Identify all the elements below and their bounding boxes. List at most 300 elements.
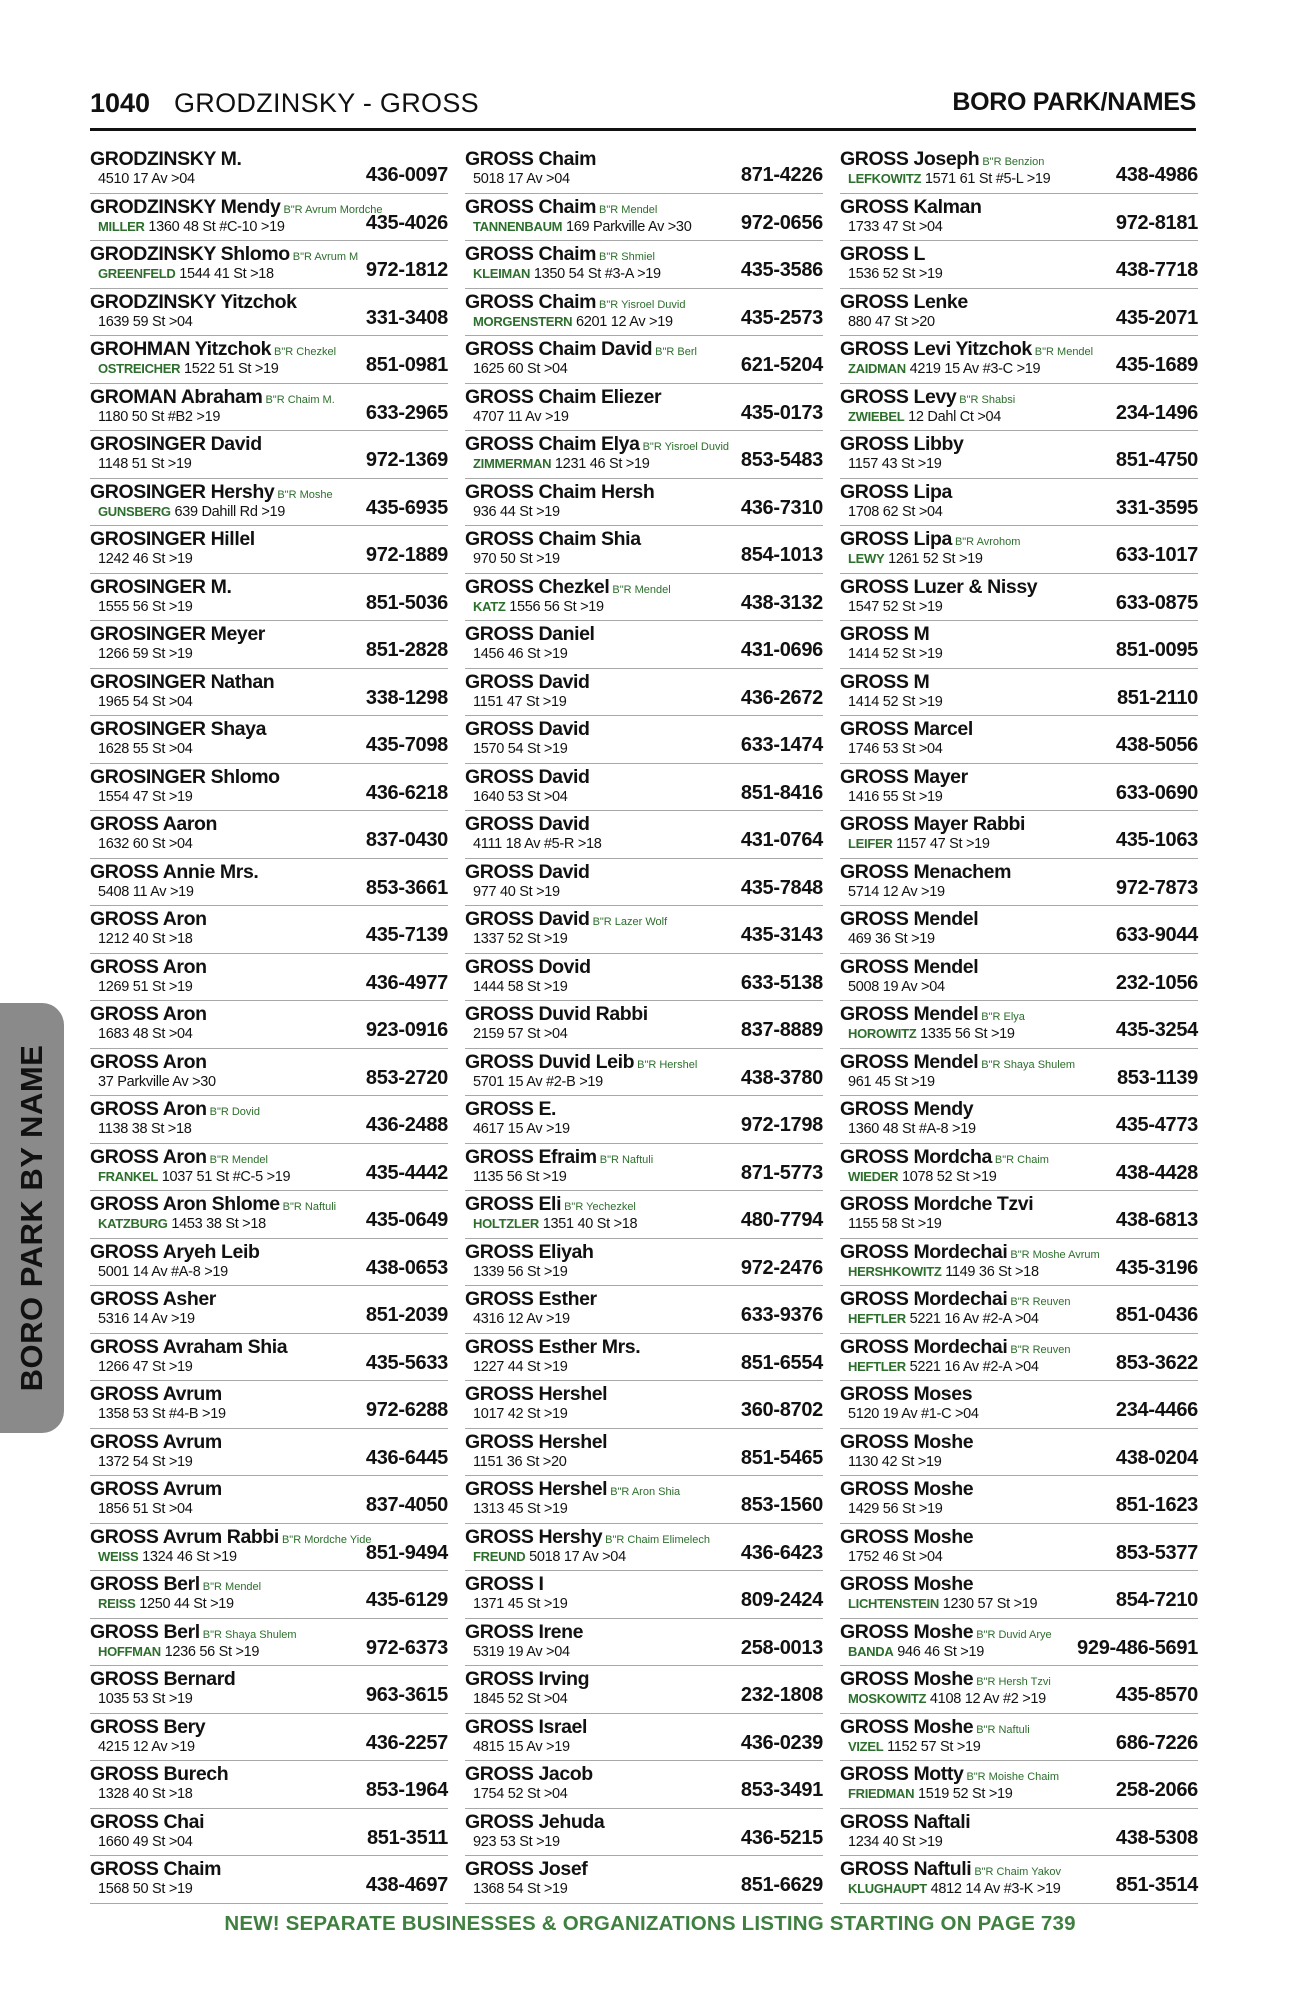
listing-name: GRODZINSKY M. <box>90 148 242 170</box>
listing-name-line <box>90 1763 228 1786</box>
listing-maiden-name: KLUGHAUPT <box>848 1881 927 1896</box>
listing-name-line <box>90 671 274 694</box>
listing-name: GROSS Chaim <box>465 195 597 218</box>
listing-entry <box>840 194 1198 242</box>
listing-phone: 436-5215 <box>740 1826 823 1849</box>
listing-address-line <box>848 1881 1061 1897</box>
listing-entry <box>465 1714 823 1762</box>
listing-address: 970 50 St >19 <box>473 551 560 567</box>
listing-name: GROSS Hershy <box>465 1525 603 1548</box>
listing-phone: 435-1689 <box>1115 354 1198 376</box>
listing-entry <box>840 1191 1198 1239</box>
listing-address: 1568 50 St >19 <box>98 1881 193 1897</box>
listing-name: GROSS Duvid Leib <box>465 1050 635 1073</box>
listing-maiden-name: WIEDER <box>848 1168 899 1184</box>
listing-name: GROSS Asher <box>90 1288 216 1310</box>
listing-address: 880 47 St >20 <box>848 313 935 330</box>
listing-phone: 258-0013 <box>740 1636 823 1659</box>
listing-name: GROSS Irene <box>465 1620 584 1643</box>
listing-father-name: B"R Avrohom <box>954 536 1021 548</box>
listing-father-name: B"R Shmiel <box>599 251 655 263</box>
listing-name: GROSS Avrum Rabbi <box>90 1525 279 1548</box>
listing-address: 1212 40 St >18 <box>98 931 193 947</box>
listing-entry <box>465 1809 823 1857</box>
listing-entry <box>90 526 448 574</box>
side-tab <box>0 1003 64 1433</box>
listing-name-line <box>90 1573 261 1596</box>
listing-name: GROSS Esther Mrs. <box>465 1335 641 1358</box>
listing-address: 5221 16 Av #2-A >04 <box>909 1311 1039 1327</box>
listing-entry <box>90 336 448 384</box>
listing-address-line <box>848 361 1040 377</box>
listing-address: 1037 51 St #C-5 >19 <box>161 1168 291 1185</box>
listing-maiden-name: KATZBURG <box>98 1216 168 1231</box>
listing-name-line <box>465 956 591 979</box>
listing-name: GROHMAN Yitzchok <box>90 338 272 360</box>
listing-address-line <box>848 266 943 282</box>
listing-name-line <box>840 148 1044 171</box>
listing-entry <box>90 954 448 1002</box>
listing-maiden-name: MOSKOWITZ <box>848 1691 927 1706</box>
listing-address: 1639 59 St >04 <box>98 313 193 330</box>
listing-phone: 435-3586 <box>740 259 823 281</box>
listing-address: 5120 19 Av #1-C >04 <box>848 1406 979 1422</box>
listing-name: GROSS Mendel <box>840 908 979 930</box>
listing-address-line <box>473 979 568 995</box>
listing-maiden-name: HOLTZLER <box>473 1216 539 1231</box>
listing-father-name: B"R Mendel <box>612 583 671 596</box>
listing-address-line <box>473 1786 568 1802</box>
listing-entry <box>465 384 823 432</box>
listing-name: GROSS Lipa <box>840 528 952 550</box>
listing-phone: 431-0696 <box>740 639 823 661</box>
listing-phone: 435-4026 <box>365 211 448 234</box>
listing-address-line <box>848 741 943 757</box>
listing-name-line <box>90 1716 205 1739</box>
listing-entry <box>465 1429 823 1477</box>
listing-name-line <box>465 386 661 409</box>
listing-address: 37 Parkville Av >30 <box>98 1073 216 1090</box>
listing-name: GROSS Levi Yitzchok <box>840 338 1032 360</box>
listing-name-line <box>465 1526 710 1549</box>
listing-phone: 854-1013 <box>740 544 823 566</box>
listing-father-name: B"R Mendel <box>202 1581 262 1593</box>
listing-phone: 436-6423 <box>740 1541 823 1564</box>
listing-address: 5221 16 Av #2-A >04 <box>909 1358 1039 1375</box>
listing-entry <box>90 1524 448 1572</box>
listing-name: GROSINGER Hershy <box>90 480 275 503</box>
listing-entry <box>465 906 823 954</box>
listing-name: GROSS Lenke <box>840 290 968 313</box>
listing-phone: 853-3491 <box>740 1779 823 1801</box>
listing-name-line <box>90 481 333 504</box>
listing-address-line <box>98 599 193 615</box>
listing-entry <box>90 1666 448 1714</box>
listing-name: GROSS Moshe <box>840 1573 974 1595</box>
listing-maiden-name: GREENFELD <box>98 266 176 281</box>
listing-phone: 331-3408 <box>365 306 448 329</box>
listing-name: GROSS Lipa <box>840 480 952 503</box>
listing-name: GROSS Daniel <box>465 623 595 645</box>
listing-name-line <box>465 196 657 219</box>
listing-name-line <box>465 1858 587 1881</box>
listing-father-name: B"R Moshe <box>277 488 333 501</box>
listing-address: 5408 11 Av >19 <box>98 883 194 900</box>
listing-name-line <box>90 1858 221 1881</box>
listing-address: 1360 48 St #A-8 >19 <box>848 1121 976 1137</box>
listing-name-line <box>840 1431 973 1454</box>
listing-address: 1372 54 St >19 <box>98 1453 193 1470</box>
listing-phone: 435-2071 <box>1115 306 1198 329</box>
listing-name-line <box>465 481 654 504</box>
listing-phone: 851-9494 <box>365 1541 448 1564</box>
listing-address-line <box>98 171 195 187</box>
listing-phone: 851-5036 <box>365 591 448 614</box>
listing-address: 977 40 St >19 <box>473 883 560 900</box>
listing-name: GROSS David <box>465 860 590 883</box>
page-number: 1040 <box>90 88 151 118</box>
listing-address: 1640 53 St >04 <box>473 788 568 805</box>
listing-address-line <box>98 1786 193 1802</box>
listing-entry <box>840 1666 1198 1714</box>
listing-phone: 360-8702 <box>740 1399 823 1421</box>
listing-address-line <box>473 1501 568 1517</box>
listing-address-line <box>848 1596 1037 1612</box>
listing-maiden-name: MORGENSTERN <box>473 313 573 329</box>
listing-phone: 438-3132 <box>740 591 823 614</box>
listing-name-line <box>90 291 297 314</box>
listing-address: 1152 57 St >19 <box>887 1738 981 1755</box>
listing-father-name: B"R Duvid Arye <box>976 1628 1052 1641</box>
listing-entry <box>90 1571 448 1619</box>
listing-address-line <box>848 1074 935 1090</box>
listing-father-name: B"R Shaya Shulem <box>202 1628 297 1641</box>
listing-address: 1554 47 St >19 <box>98 788 193 805</box>
listing-name-line <box>465 1478 680 1501</box>
listing-address-line <box>848 789 943 805</box>
listing-address-line <box>848 1216 942 1232</box>
listing-name-line <box>840 1288 1071 1311</box>
listing-address: 1313 45 St >19 <box>473 1501 568 1517</box>
listing-entry <box>840 716 1198 764</box>
listing-name: GROSS Moshe <box>840 1478 974 1500</box>
page-name-range: GRODZINSKY - GROSS <box>174 88 479 118</box>
listing-name: GROSS Luzer & Nissy <box>840 575 1038 598</box>
listing-name-line <box>840 196 982 219</box>
listing-entry <box>465 1191 823 1239</box>
listing-phone: 929-486-5691 <box>1077 1636 1198 1659</box>
listing-maiden-name: HOROWITZ <box>848 1026 917 1041</box>
listing-name: GROSS Chaim <box>465 243 597 265</box>
listing-address-line <box>98 789 193 805</box>
listing-entry <box>465 1524 823 1572</box>
listing-name-line <box>465 148 596 171</box>
listing-phone: 435-1063 <box>1115 829 1198 851</box>
listing-name: GROSS Hershel <box>465 1478 608 1500</box>
listing-phone: 853-1560 <box>740 1494 823 1516</box>
listing-address-line <box>473 361 568 377</box>
listing-address-line <box>473 884 560 900</box>
listing-maiden-name: ZAIDMAN <box>848 361 906 376</box>
listing-name: GROSS Mendy <box>840 1098 974 1120</box>
listing-entry <box>840 146 1198 194</box>
listing-name-line <box>465 1241 594 1264</box>
listing-address-line <box>473 456 650 472</box>
listing-phone: 633-9376 <box>740 1304 823 1326</box>
listing-name: GROSINGER Shaya <box>90 718 267 740</box>
listing-address-line <box>98 741 193 757</box>
listing-phone: 633-1017 <box>1115 544 1198 566</box>
listing-name-line <box>90 433 262 456</box>
listing-phone: 435-8570 <box>1115 1684 1198 1706</box>
listing-address: 1148 51 St >19 <box>98 456 192 472</box>
listing-name-line <box>90 1811 204 1834</box>
listing-name: GROSS E. <box>465 1098 557 1120</box>
listing-entry <box>90 1381 448 1429</box>
listing-entry <box>90 194 448 242</box>
listing-address-line <box>848 599 943 615</box>
listing-entry <box>465 669 823 717</box>
listing-entry <box>90 859 448 907</box>
listing-name-line <box>465 623 595 646</box>
listing-address: 1149 36 St >18 <box>945 1263 1039 1280</box>
listing-address-line <box>473 1881 568 1897</box>
listing-maiden-name: KATZ <box>473 598 506 614</box>
listing-address: 1227 44 St >19 <box>473 1358 568 1375</box>
listing-address: 1035 53 St >19 <box>98 1691 193 1707</box>
listing-father-name: B"R Avrum Mordche <box>283 203 383 216</box>
listing-address-line <box>848 314 935 330</box>
listing-name: GROSS M <box>840 623 930 645</box>
listing-entry <box>465 526 823 574</box>
listing-entry <box>90 1239 448 1287</box>
listing-entry <box>90 764 448 812</box>
listing-phone: 633-5138 <box>740 971 823 994</box>
listing-address: 1547 52 St >19 <box>848 598 943 615</box>
listing-address: 1708 62 St >04 <box>848 503 943 520</box>
listing-address: 1414 52 St >19 <box>848 693 943 710</box>
listing-name-line <box>90 1146 268 1169</box>
listing-entry <box>465 1666 823 1714</box>
listing-name: GROSS Avrum <box>90 1383 222 1405</box>
listing-phone: 972-1812 <box>365 259 448 281</box>
listing-name-line <box>90 623 265 646</box>
listing-name: GROSS David <box>465 765 590 788</box>
listing-address-line <box>473 1121 570 1137</box>
listing-entry <box>465 289 823 337</box>
listing-address: 1261 52 St >19 <box>888 551 983 567</box>
listing-address-line <box>473 219 691 235</box>
listing-entry <box>840 241 1198 289</box>
listing-address-line <box>473 1311 570 1327</box>
listing-address: 1328 40 St >18 <box>98 1786 193 1802</box>
listing-address: 1570 54 St >19 <box>473 741 568 757</box>
listing-address: 1752 46 St >04 <box>848 1548 943 1565</box>
listing-name: GROSS Chaim Hersh <box>465 480 655 503</box>
listing-address-line <box>473 1834 560 1850</box>
listing-phone: 435-0649 <box>365 1209 448 1231</box>
listing-maiden-name: HEFTLER <box>848 1358 906 1374</box>
listing-name-line <box>465 1003 648 1026</box>
listing-father-name: B"R Yisroel Duvid <box>642 441 730 453</box>
listing-phone: 621-5204 <box>740 354 823 376</box>
listing-father-name: B"R Chaim M. <box>265 393 335 406</box>
listing-phone: 438-5056 <box>1115 734 1198 756</box>
listing-name-line <box>465 1383 607 1406</box>
listing-entry <box>465 1619 823 1667</box>
listing-name-line <box>840 956 978 979</box>
listing-phone: 853-2720 <box>365 1066 448 1089</box>
listing-phone: 633-1474 <box>740 734 823 756</box>
listing-entry <box>465 954 823 1002</box>
listing-entry <box>465 811 823 859</box>
listing-entry <box>465 1761 823 1809</box>
listing-entry <box>465 146 823 194</box>
listing-entry <box>840 1524 1198 1572</box>
listing-name: GROSS Avrum <box>90 1430 222 1453</box>
listing-name: GROSS Hershel <box>465 1383 608 1405</box>
listing-name-line <box>840 908 978 931</box>
listing-name: GROSS Mendel <box>840 1003 979 1025</box>
listing-address: 1266 59 St >19 <box>98 646 193 662</box>
listing-name-line <box>90 338 336 361</box>
listing-name: GROSS Annie Mrs. <box>90 860 259 883</box>
listing-father-name: B"R Reuven <box>1010 1343 1071 1356</box>
listing-entry <box>840 1334 1198 1382</box>
listing-name: GROSS Mendel <box>840 1050 979 1073</box>
listing-address-line <box>473 1169 567 1185</box>
listing-address: 4510 17 Av >04 <box>98 171 195 187</box>
listing-entry <box>840 859 1198 907</box>
listing-address: 5316 14 Av >19 <box>98 1311 195 1327</box>
listing-name-line <box>840 1003 1025 1026</box>
listing-name-line <box>465 338 697 361</box>
listing-phone: 851-0981 <box>365 354 448 376</box>
listing-maiden-name: LEFKOWITZ <box>848 171 922 186</box>
listing-address: 1358 53 St #4-B >19 <box>98 1406 226 1422</box>
listing-father-name: B"R Mendel <box>209 1153 268 1166</box>
listing-address-line <box>98 931 193 947</box>
listing-address-line <box>98 836 193 852</box>
listing-phone: 438-7718 <box>1115 259 1198 281</box>
listing-maiden-name: TANNENBAUM <box>473 218 563 234</box>
listing-phone: 438-0653 <box>365 1256 448 1279</box>
listing-address: 1269 51 St >19 <box>98 978 193 995</box>
listing-address-line <box>473 1596 568 1612</box>
listing-address: 1230 57 St >19 <box>942 1596 1038 1612</box>
listing-name-line <box>840 528 1020 551</box>
listing-entry <box>465 1286 823 1334</box>
listing-address-line <box>473 1264 568 1280</box>
listing-name-line <box>840 1858 1061 1881</box>
listing-name: GROSS Josef <box>465 1858 588 1880</box>
listing-entry <box>840 669 1198 717</box>
listing-name-line <box>840 1336 1071 1359</box>
listing-address: 1556 56 St >19 <box>509 598 604 615</box>
listing-name: GRODZINSKY Shlomo <box>90 243 290 265</box>
listing-address-line <box>848 1311 1039 1327</box>
listing-phone: 853-1139 <box>1116 1066 1198 1089</box>
listing-name: GROSS Naftali <box>840 1810 971 1833</box>
listing-name-line <box>465 1193 636 1216</box>
listing-name: GROSINGER David <box>90 433 262 455</box>
listing-address: 639 Dahill Rd >19 <box>174 503 286 520</box>
listing-address-line <box>473 504 560 520</box>
listing-name-line <box>465 433 729 456</box>
listing-address: 1234 40 St >19 <box>848 1833 943 1850</box>
listing-address-line <box>848 219 943 235</box>
listing-address: 5018 17 Av >04 <box>473 171 570 187</box>
listing-entry <box>465 574 823 622</box>
listing-name: GROSS Chaim Eliezer <box>465 385 662 408</box>
listing-name: GROSINGER Hillel <box>90 528 255 550</box>
listing-name-line <box>840 243 925 266</box>
listing-address-line <box>473 266 661 282</box>
listing-address-line <box>98 1406 226 1422</box>
listing-address: 1632 60 St >04 <box>98 836 193 852</box>
listing-address: 1571 61 St #5-L >19 <box>924 171 1051 187</box>
listing-address-line <box>848 1834 943 1850</box>
listing-name: GROSS Duvid Rabbi <box>465 1003 648 1025</box>
listing-entry <box>90 479 448 527</box>
listing-phone: 438-4428 <box>1115 1161 1198 1184</box>
listing-phone: 338-1298 <box>365 686 448 709</box>
listing-name-line <box>90 1621 297 1644</box>
listing-address: 1414 52 St >19 <box>848 646 943 662</box>
listing-address-line <box>98 266 274 282</box>
listing-name-line <box>465 1668 589 1691</box>
page-header <box>90 86 1196 131</box>
listing-entry <box>840 1001 1198 1049</box>
listing-address: 1324 46 St >19 <box>142 1548 237 1565</box>
listing-name: GROSINGER Shlomo <box>90 765 280 788</box>
listing-entry <box>840 1619 1198 1667</box>
listing-father-name: B"R Chaim Elimelech <box>605 1533 710 1546</box>
listing-entry <box>840 526 1198 574</box>
listing-address: 1965 54 St >04 <box>98 693 193 710</box>
listing-address: 1456 46 St >19 <box>473 646 568 662</box>
listing-name-line <box>465 671 590 694</box>
listing-father-name: B"R Reuven <box>1010 1296 1071 1308</box>
listing-entry <box>90 1334 448 1382</box>
listing-name-line <box>840 671 929 694</box>
listing-name-line <box>840 1811 970 1834</box>
listing-address-line <box>98 1834 193 1850</box>
listing-phone: 851-0095 <box>1115 639 1198 661</box>
listing-maiden-name: FRANKEL <box>98 1168 159 1184</box>
listing-entry <box>90 384 448 432</box>
listing-address-line <box>848 979 945 995</box>
listing-name-line <box>840 623 929 646</box>
listing-address-line <box>848 1786 1013 1802</box>
listing-entry <box>840 1096 1198 1144</box>
listing-name-line <box>840 338 1093 361</box>
listing-name: GROSS Mordcha <box>840 1145 992 1168</box>
listing-address: 1519 52 St >19 <box>917 1786 1013 1802</box>
listing-name-line <box>840 1668 1051 1691</box>
listing-address-line <box>473 931 568 947</box>
listing-address-line <box>473 789 568 805</box>
listing-address-line <box>98 646 193 662</box>
listing-father-name: B"R Mendel <box>1034 346 1094 358</box>
listing-address: 2159 57 St >04 <box>473 1026 568 1042</box>
listing-name: GROSS Esther <box>465 1288 597 1310</box>
listing-address: 1155 58 St >19 <box>848 1216 942 1232</box>
listing-father-name: B"R Yechezkel <box>564 1201 636 1213</box>
listing-name: GROSS Chaim <box>90 1858 222 1880</box>
listing-entry <box>465 241 823 289</box>
listing-name: GROSS Aron <box>90 1050 207 1073</box>
